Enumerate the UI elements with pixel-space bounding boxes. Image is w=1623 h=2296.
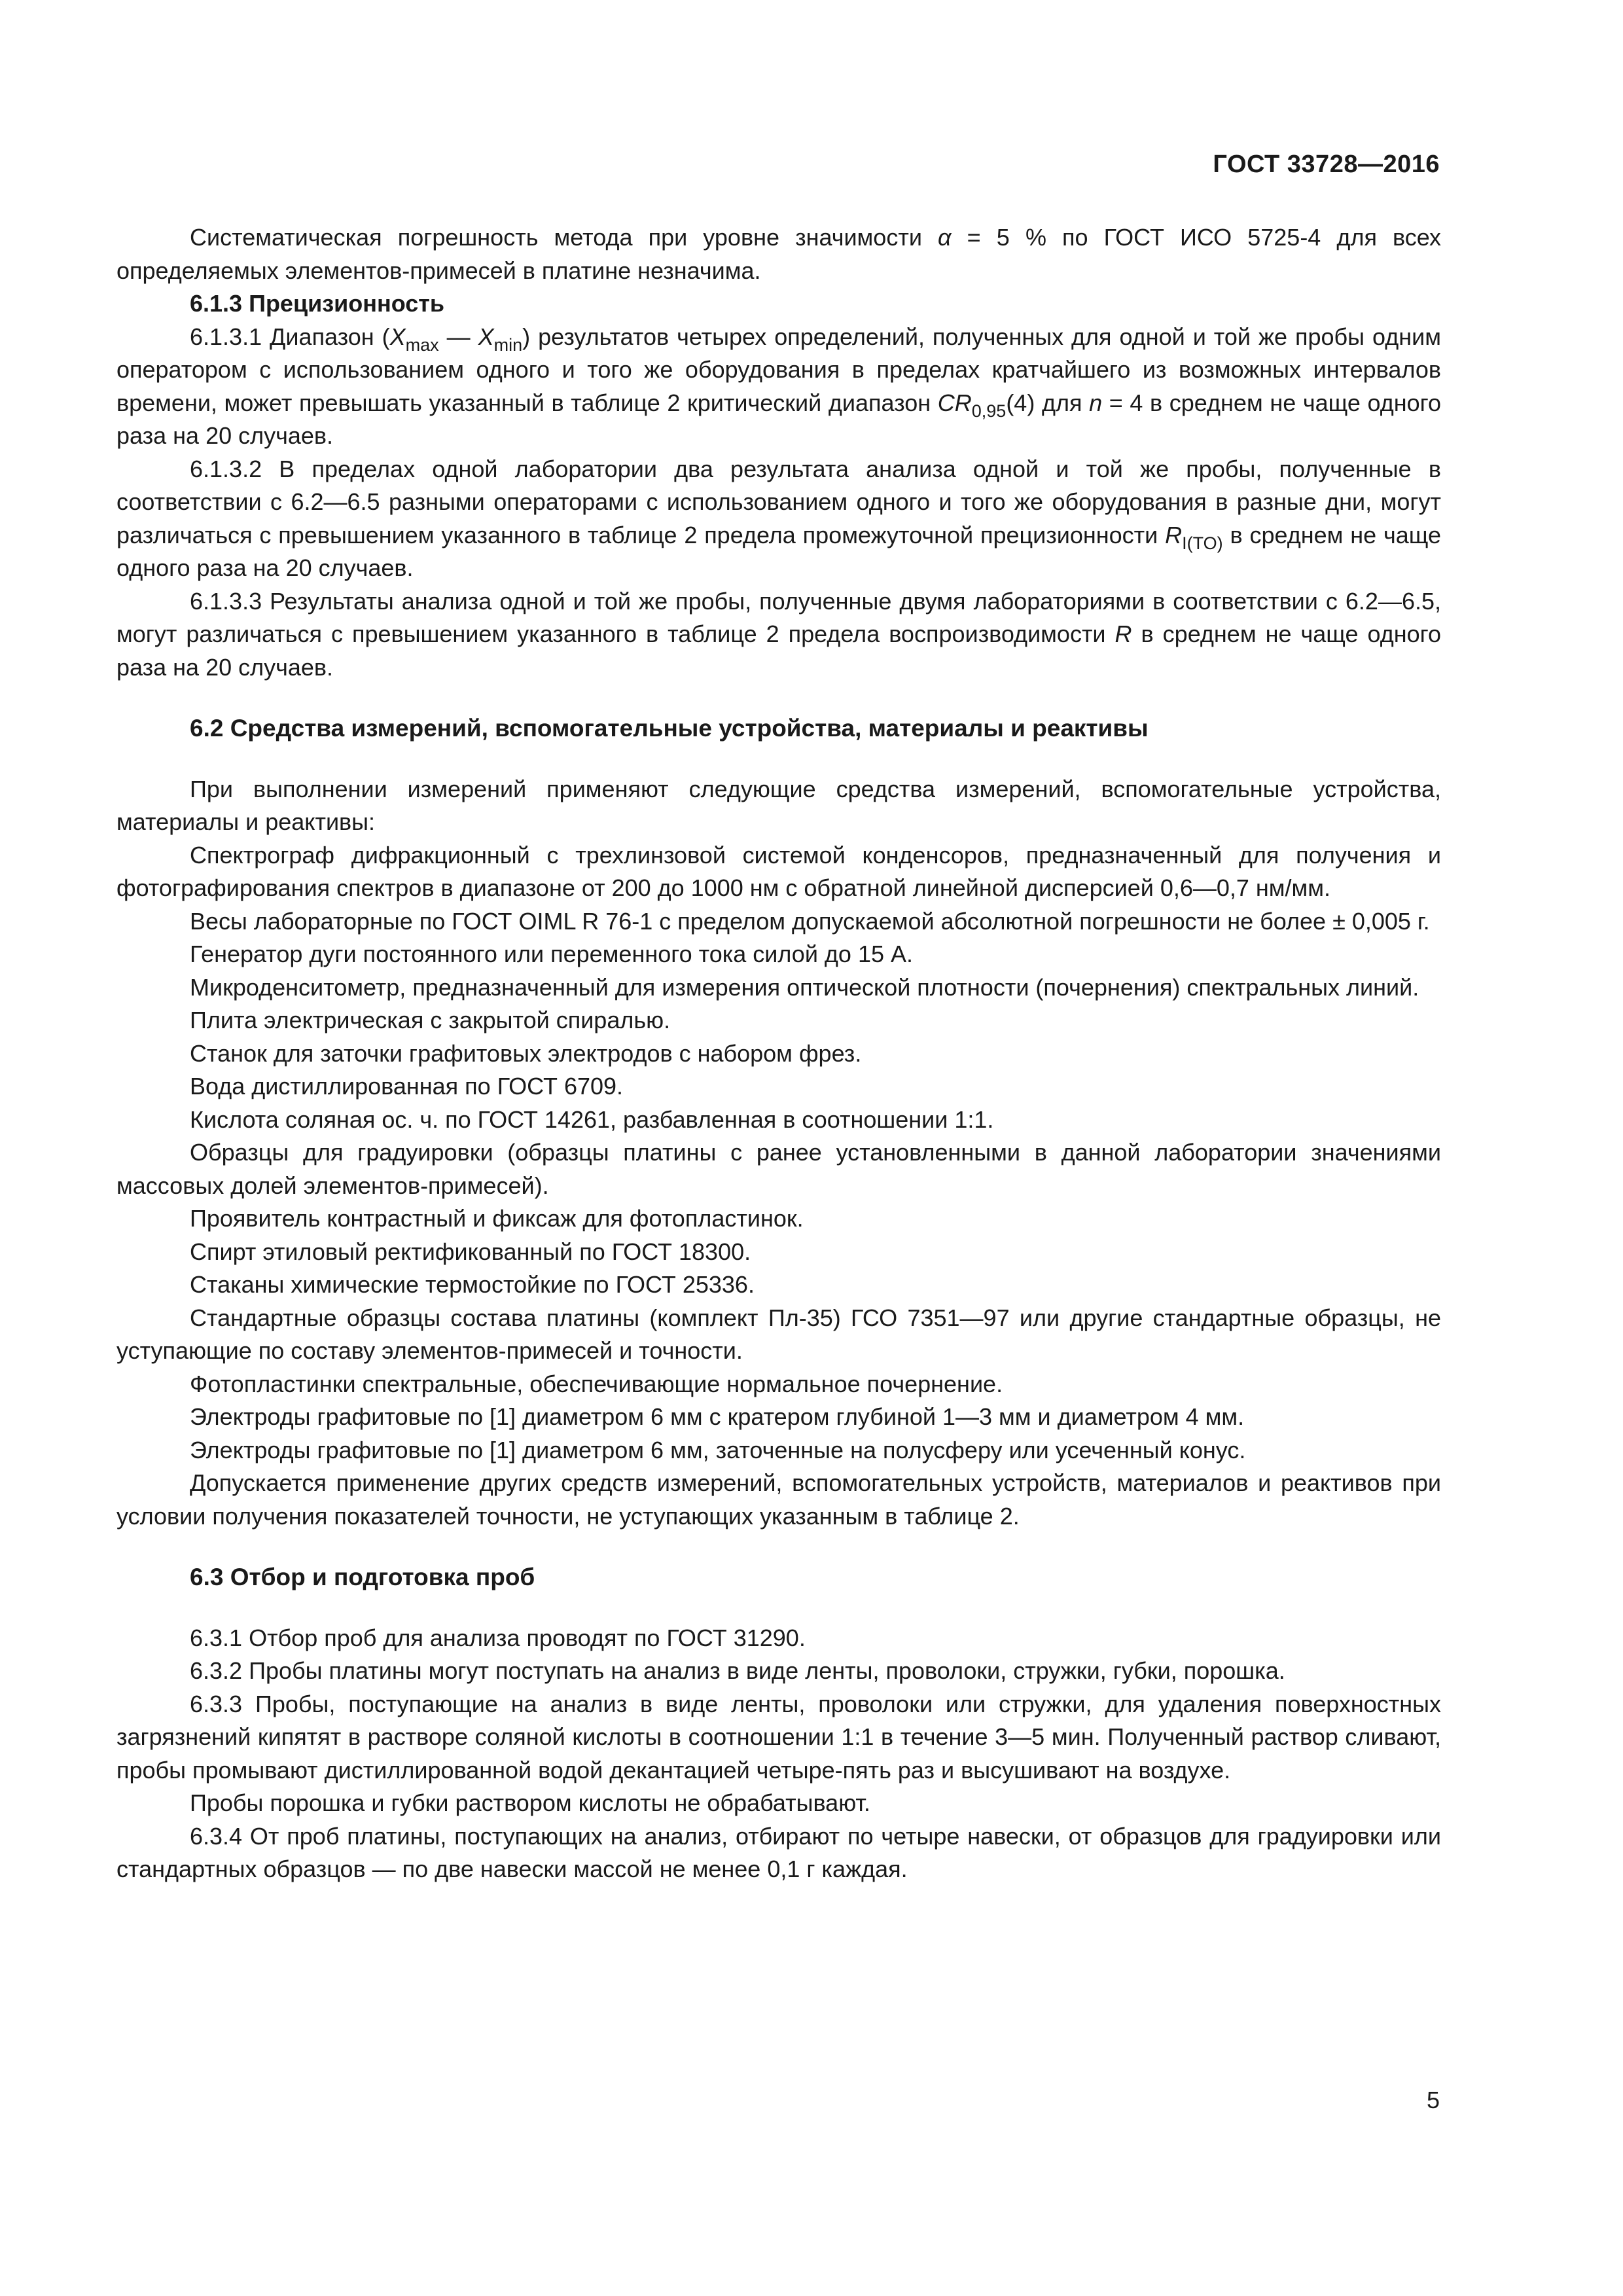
list-item: Спектрограф дифракционный с трехлинзовой системой конденсоров, предназначенный для получения и фотографирования спектров в диапазоне от 200 до 1000 нм с обратной линейной дисперсией 0,6—0,7 нм/мм. [116, 841, 1441, 901]
paragraph-systematic-error: Систематическая погрешность метода при уровне значимости α = 5 % по ГОСТ ИСО 5725-4 для всех определяемых элементов-примесей в платине незначима. [116, 224, 1441, 284]
list-item: 6.3.3 Пробы, поступающие на анализ в виде ленты, проволоки или стружки, для удаления поверхностных загрязнений кипятят в растворе соляной кислоты в соотношении 1:1 в течение 3—5 мин. Полученный раствор сливают, пробы промывают дистиллированной водой декантацией четыре-пять раз и высушивают на воздухе. [116, 1690, 1441, 1784]
list-item: Кислота соляная ос. ч. по ГОСТ 14261, разбавленная в соотношении 1:1. [190, 1105, 994, 1133]
list-item: Допускается применение других средств измерений, вспомогательных устройств, материалов и реактивов при условии получения показателей точности, не уступающих указанным в таблице 2. [116, 1469, 1441, 1530]
list-item: Стаканы химические термостойкие по ГОСТ 25336. [190, 1271, 755, 1298]
list-item: Стандартные образцы состава платины (комплект Пл-35) ГСО 7351—97 или другие стандартные образцы, не уступающие по составу элементов-примесей и точности. [116, 1304, 1441, 1364]
page-body [116, 221, 1441, 1886]
list-item: Образцы для градуировки (образцы платины с ранее установленными в данной лаборатории значениями массовых долей элементов-примесей). [116, 1139, 1441, 1199]
list-item: Генератор дуги постоянного или переменного тока силой до 15 А. [190, 941, 914, 967]
list-item: 6.3.4 От проб платины, поступающих на анализ, отбирают по четыре навески, от образцов для градуировки или стандартных образцов — по две навески массой не менее 0,1 г каждая. [116, 1822, 1441, 1882]
document-header: ГОСТ 33728—2016 [1213, 151, 1440, 178]
list-item: 6.3.2 Пробы платины могут поступать на анализ в виде ленты, проволоки, стружки, губки, порошка. [190, 1657, 1285, 1684]
list-item: Микроденситометр, предназначенный для измерения оптической плотности (почернения) спектральных линий. [190, 973, 1419, 1001]
list-item: Фотопластинки спектральные, обеспечивающие нормальное почернение. [190, 1370, 1003, 1397]
list-item: Весы лабораторные по ГОСТ OIML R 76-1 с пределом допускаемой абсолютной погрешности не более ± 0,005 г. [190, 907, 1430, 935]
list-item: Спирт этиловый ректификованный по ГОСТ 18300. [190, 1238, 751, 1265]
paragraph-6-1-3-3: 6.1.3.3 Результаты анализа одной и той же пробы, полученные двумя лабораториями в соответствии с 6.2—6.5, могут различаться с превышением указанного в таблице 2 предела воспроизводимости R в среднем не чаще одного раза на 20 случаев. [116, 587, 1441, 681]
section-heading-6-3: 6.3 Отбор и подготовка проб [190, 1564, 535, 1590]
section-heading-6-2: 6.2 Средства измерений, вспомогательные устройства, материалы и реактивы [190, 715, 1149, 742]
list-item: Электроды графитовые по [1] диаметром 6 мм, заточенные на полусферу или усеченный конус. [190, 1436, 1246, 1463]
list-item: Вода дистиллированная по ГОСТ 6709. [190, 1073, 624, 1100]
list-item: Проявитель контрастный и фиксаж для фотопластинок. [190, 1205, 804, 1232]
subsection-heading-precision: 6.1.3 Прецизионность [190, 290, 445, 317]
list-item: Пробы порошка и губки раствором кислоты не обрабатывают. [190, 1789, 870, 1816]
page-number: 5 [1426, 2087, 1440, 2113]
paragraph-6-1-3-2: 6.1.3.2 В пределах одной лаборатории два результата анализа одной и той же пробы, полученные в соответствии с 6.2—6.5 разными операторами с использованием одного и того же оборудования в разные дни, могут различаться с превышением указанного в таблице 2 предела промежуточной прецизионности $R_{I(TO)}$ в среднем не чаще одного раза на 20 случаев. [116, 455, 1441, 581]
list-item: Плита электрическая с закрытой спиралью. [190, 1007, 671, 1033]
list-item: Электроды графитовые по [1] диаметром 6 мм с кратером глубиной 1—3 мм и диаметром 4 мм. [190, 1403, 1245, 1430]
list-item: 6.3.1 Отбор проб для анализа проводят по ГОСТ 31290. [190, 1624, 806, 1651]
list-item: При выполнении измерений применяют следующие средства измерений, вспомогательные устройства, материалы и реактивы: [116, 775, 1441, 835]
paragraph-6-1-3-1: 6.1.3.1 Диапазон ($X_{max}$ — $X_{min}$) результатов четырех определений, полученных для одной и той же пробы одним оператором с использованием одного и того же оборудования в пределах кратчайшего из возможных интервалов времени, может превышать указанный в таблице 2 критический диапазон $CR_{0,95}(4)$ для n = 4 в среднем не чаще одного раза на 20 случаев. [116, 323, 1441, 449]
list-item: Станок для заточки графитовых электродов с набором фрез. [190, 1039, 862, 1067]
